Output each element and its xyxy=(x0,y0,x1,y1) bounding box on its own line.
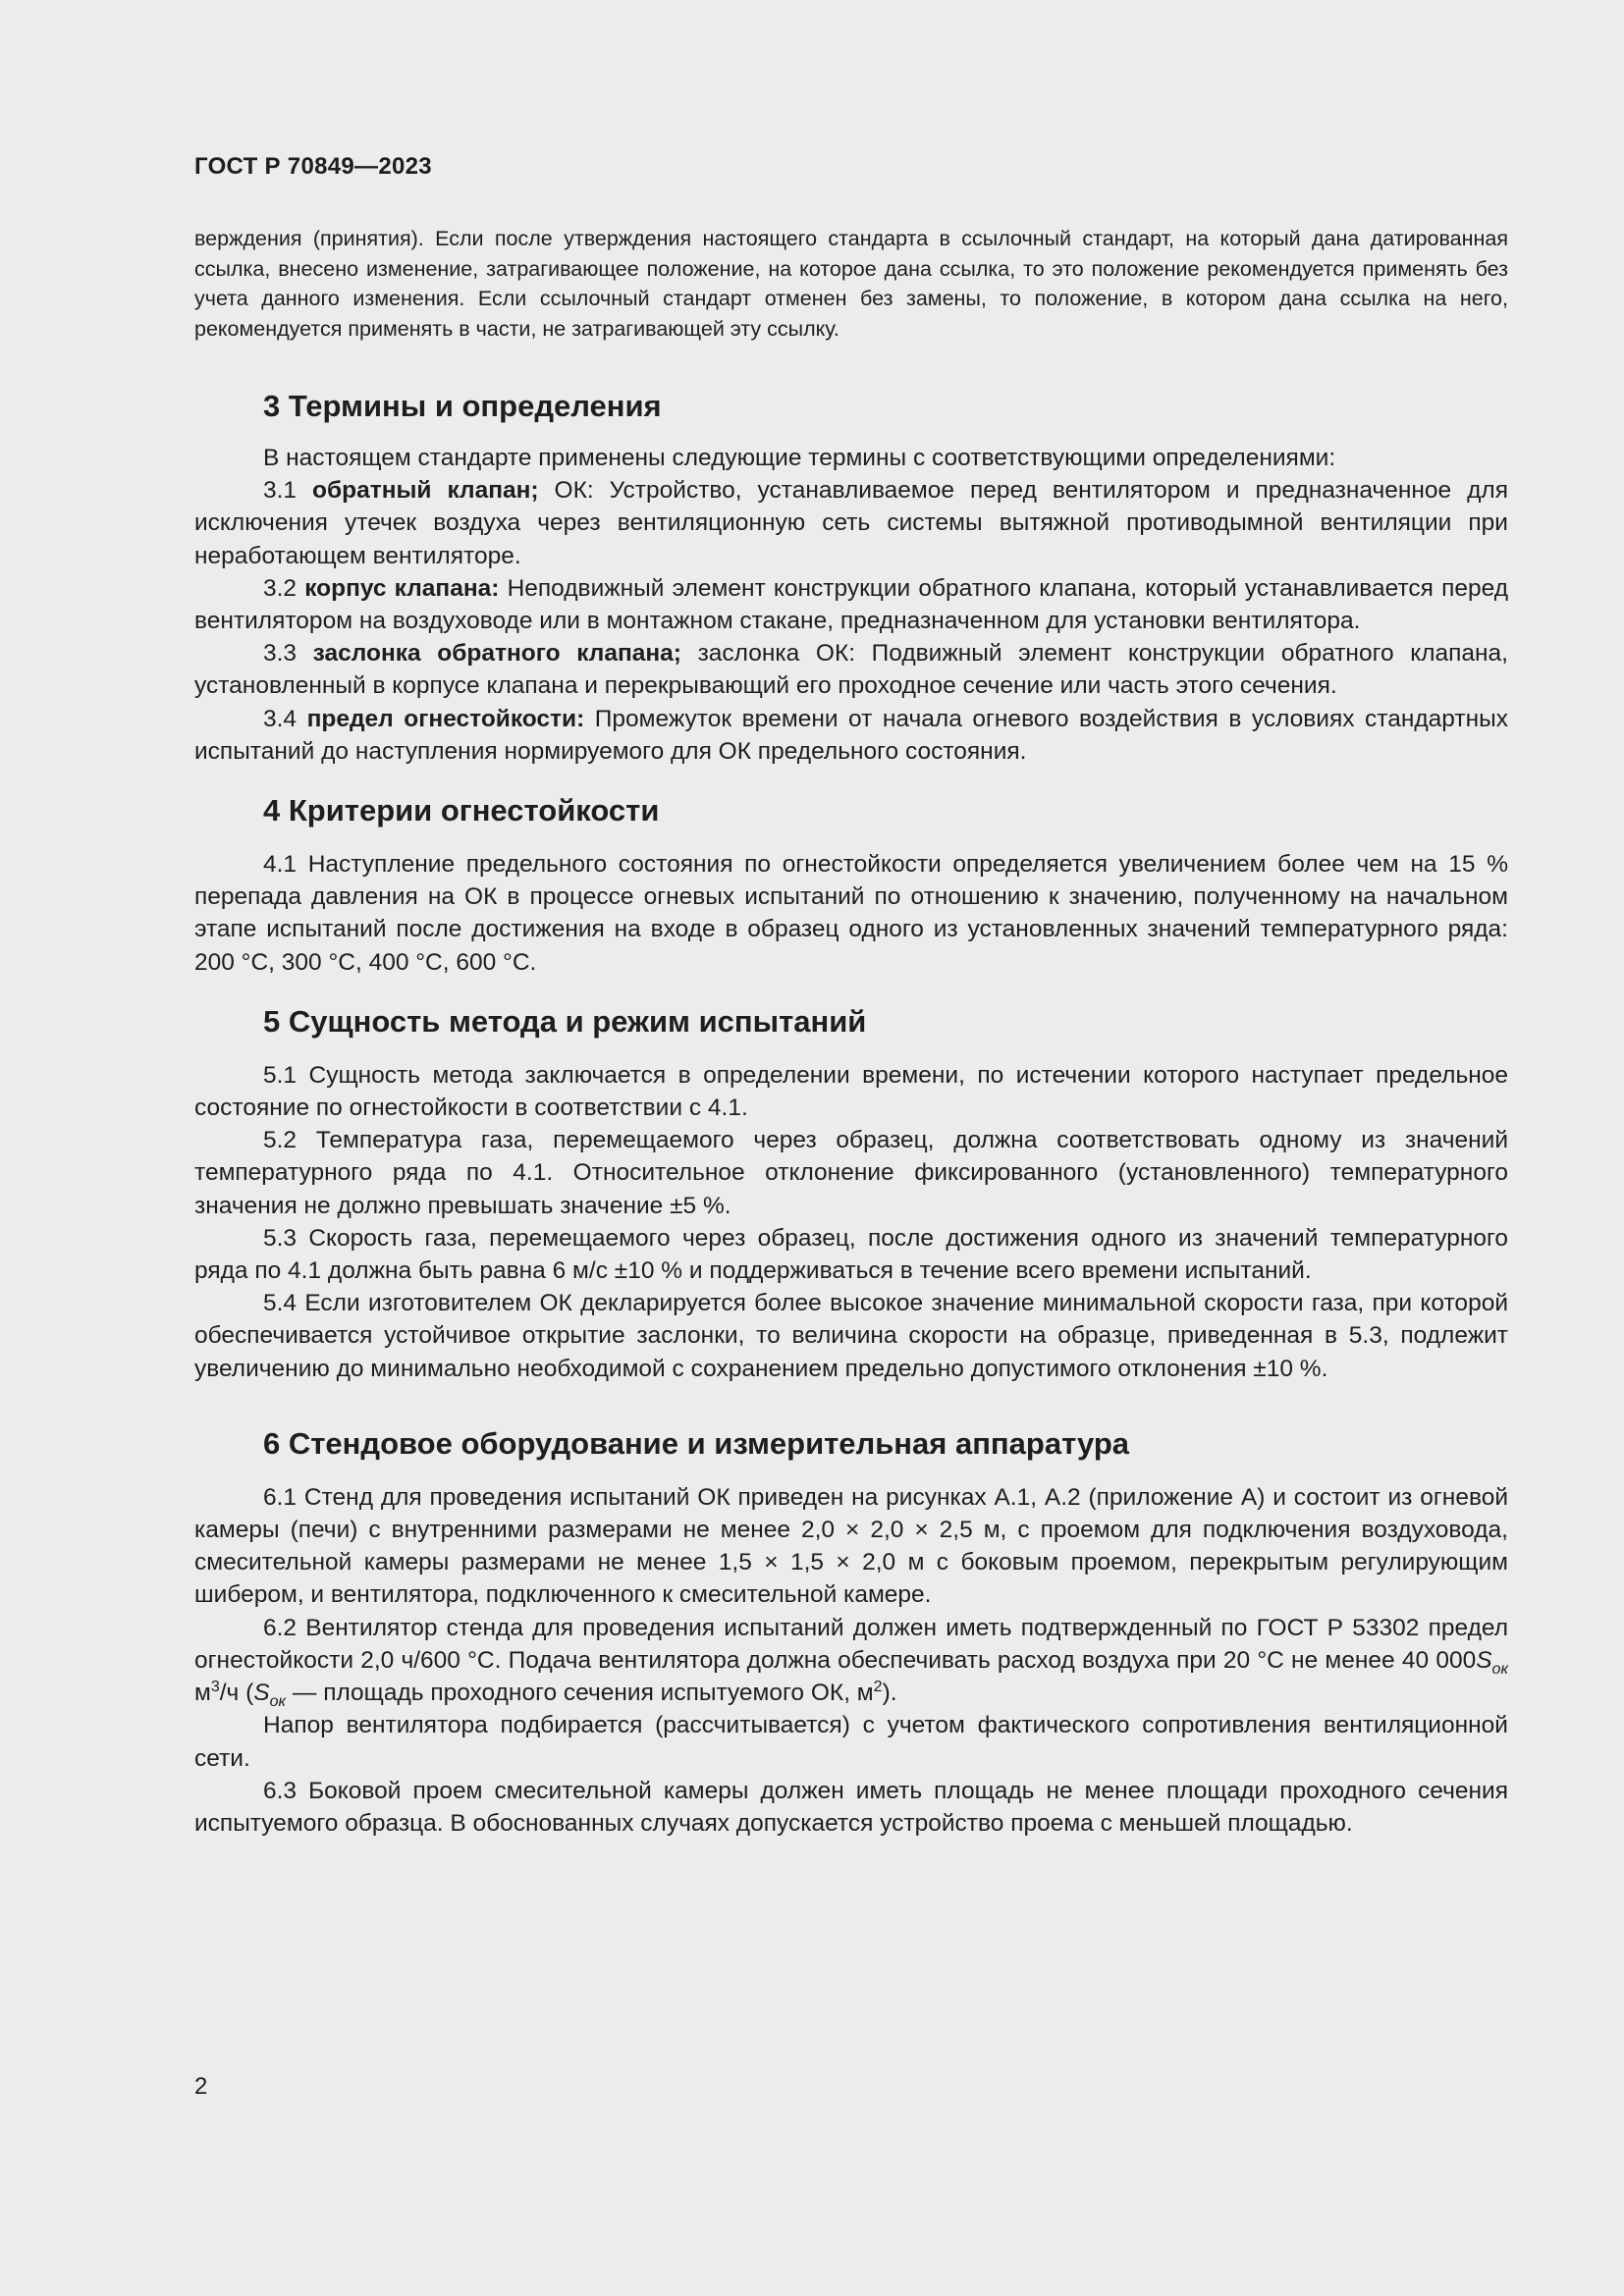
term-3-1-name: обратный клапан; xyxy=(312,477,539,505)
paragraph-6-2-note: Напор вентилятора подбирается (рассчитывается) с учетом фактического сопротивления вентиляционной сети. xyxy=(194,1712,1508,1772)
term-3-2-name: корпус клапана: xyxy=(304,574,500,602)
intro-paragraph: верждения (принятия). Если после утверждения настоящего стандарта в ссылочный стандарт, на который дана датированная ссылка, внесено изменение, затрагивающее положение, на которое дана ссылка, то это положение рекомендуется применять без учета данного изменения. Если ссылочный стандарт отменен без замены, то положение, в котором дана ссылка на него, рекомендуется применять в части, не затрагивающей эту ссылку. xyxy=(194,227,1508,341)
section-4-title: 4 Критерии огнестойкости xyxy=(263,793,660,828)
term-3-2: 3.2 корпус клапана: Неподвижный элемент конструкции обратного клапана, который устанавливается перед вентилятором на воздуховоде или в монтажном стакане, предназначенном для установки вентилятора. xyxy=(194,574,1508,635)
section-3-lead: В настоящем стандарте применены следующие термины с соответствующими определениями: xyxy=(263,445,1336,471)
section-6-title: 6 Стендовое оборудование и измерительная аппаратура xyxy=(263,1425,1130,1461)
paragraph-5-1: 5.1 Сущность метода заключается в определении времени, по истечении которого наступает предельное состояние по огнестойкости в соответствии с 4.1. xyxy=(194,1061,1508,1122)
document-header: ГОСТ Р 70849—2023 xyxy=(194,153,432,180)
page-number: 2 xyxy=(194,2073,208,2100)
section-3-title: 3 Термины и определения xyxy=(263,389,662,423)
term-3-4: 3.4 предел огнестойкости: Промежуток времени от начала огневого воздействия в условиях стандартных испытаний до наступления нормируемого для ОК предельного состояния. xyxy=(194,705,1509,765)
paragraph-6-1: 6.1 Стенд для проведения испытаний ОК приведен на рисунках А.1, А.2 (приложение А) и состоит из огневой камеры (печи) с внутренними размерами не менее 2,0 × 2,0 × 2,5 м, с проемом для подключения воздуховода, смесительной камеры размерами не менее 1,5 × 1,5 × 2,0 м с боковым проемом, перекрытым регулирующим шибером, и вентилятора, подключенного к смесительной камере. xyxy=(194,1483,1508,1609)
paragraph-5-2: 5.2 Температура газа, перемещаемого через образец, должна соответствовать одному из значений температурного ряда по 4.1. Относительное отклонение фиксированного (установленного) температурного значения не должно превышать значение ±5 %. xyxy=(194,1127,1508,1219)
section-5-title: 5 Сущность метода и режим испытаний xyxy=(263,1003,867,1039)
paragraph-5-4: 5.4 Если изготовителем ОК декларируется более высокое значение минимальной скорости газа, при которой обеспечивается устойчивое открытие заслонки, то величина скорости на образце, приведенная в 5.3, подлежит увеличению до минимально необходимой с сохранением предельно допустимого отклонения ±10 %. xyxy=(194,1290,1508,1382)
term-3-4-name: предел огнестойкости: xyxy=(306,705,585,732)
paragraph-6-2: 6.2 Вентилятор стенда для проведения испытаний должен иметь подтвержденный по ГОСТ Р 53302 предел огнестойкости 2,0 ч/600 °С. Подача вентилятора должна обеспечивать расход воздуха при 20 °С не менее 40 $000S_{ок}$ $м^3/ч$ ($S_{ок}$ — площадь проходного сечения испытуемого ОК, $м^2$). xyxy=(194,1614,1508,1710)
term-3-3: 3.3 заслонка обратного клапана; заслонка ОК: Подвижный элемент конструкции обратного клапана, установленный в корпусе клапана и перекрывающий его проходное сечение или часть этого сечения. xyxy=(194,640,1508,700)
paragraph-5-3: 5.3 Скорость газа, перемещаемого через образец, после достижения одного из значений температурного ряда по 4.1 должна быть равна 6 м/с ±10 % и поддерживаться в течение всего времени испытаний. xyxy=(194,1224,1508,1285)
paragraph-6-3: 6.3 Боковой проем смесительной камеры должен иметь площадь не менее площади проходного сечения испытуемого образца. В обоснованных случаях допускается устройство проема с меньшей площадью. xyxy=(194,1777,1508,1837)
term-3-3-name: заслонка обратного клапана; xyxy=(312,640,681,667)
paragraph-4-1: 4.1 Наступление предельного состояния по огнестойкости определяется увеличением более чем на 15 % перепада давления на ОК в процессе огневых испытаний по отношению к значению, полученному на начальном этапе испытаний после достижения на входе в образец одного из установленных значений температурного ряда: 200 °С, 300 °С, 400 °С, 600 °С. xyxy=(194,851,1508,976)
term-3-1: 3.1 обратный клапан; ОК: Устройство, устанавливаемое перед вентилятором и предназначенное для исключения утечек воздуха через вентиляционную сеть системы вытяжной противодымной вентиляции при неработающем вентиляторе. xyxy=(194,477,1508,569)
page-content xyxy=(194,224,1508,1840)
